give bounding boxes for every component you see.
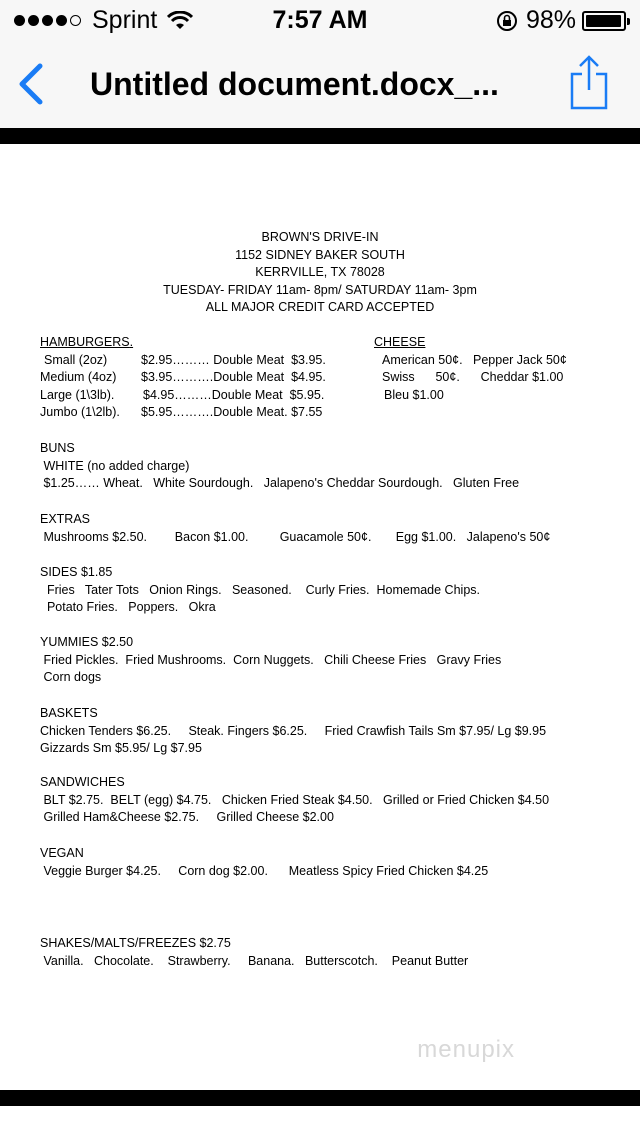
extras-section (40, 511, 610, 546)
document-page[interactable] (0, 144, 640, 1090)
hamburgers-section (40, 334, 600, 422)
vegan-section (40, 845, 610, 880)
yummies-section (40, 634, 610, 687)
section-heading: SHAKES/MALTS/FREEZES $2.75 (40, 936, 231, 950)
sides-section (40, 564, 610, 617)
menu-line: Veggie Burger $4.25. Corn dog $2.00. Meatless Spicy Fried Chicken $4.25 (40, 863, 489, 878)
menu-line: Mushrooms $2.50. Bacon $1.00. Guacamole 50¢. Egg $1.00. Jalapeno's 50¢ (40, 529, 551, 544)
navigation-bar (0, 40, 640, 128)
back-chevron-icon[interactable] (14, 62, 46, 106)
restaurant-name: BROWN'S DRIVE-IN (261, 230, 379, 244)
section-heading: VEGAN (40, 846, 84, 860)
document-top-border (0, 128, 640, 144)
rotation-lock-icon (496, 10, 518, 32)
menu-line: Fried Pickles. Fried Mushrooms. Corn Nuggets. Chili Cheese Fries Gravy Fries (40, 652, 502, 667)
menu-header (0, 229, 640, 317)
hamburger-row: Large (1\3lb). $4.95………Double Meat $5.95. Bleu $1.00 (40, 387, 444, 402)
section-heading: SIDES $1.85 (40, 565, 113, 579)
menu-line: Vanilla. Chocolate. Strawberry. Banana. Butterscotch. Peanut Butter (40, 953, 469, 968)
clock: 7:57 AM (272, 6, 368, 34)
sandwiches-section (40, 774, 610, 827)
share-icon[interactable] (568, 54, 610, 110)
menu-line: WHITE (no added charge) (40, 458, 190, 473)
battery-percent: 98% (525, 6, 576, 34)
section-heading: EXTRAS (40, 512, 91, 526)
menu-line: Potato Fries. Poppers. Okra (40, 600, 216, 615)
restaurant-city: KERRVILLE, TX 78028 (255, 265, 385, 279)
hamburger-row: Medium (4oz) $3.95……….Double Meat $4.95. Swiss 50¢. Cheddar $1.00 (40, 370, 564, 385)
status-bar (0, 0, 640, 40)
section-heading: BUNS (40, 441, 75, 455)
section-heading: BASKETS (40, 706, 98, 720)
hamburger-row: Jumbo (1\2lb). $5.95……….Double Meat. $7.55 (40, 405, 323, 420)
shakes-section (40, 935, 610, 970)
menu-line: Fries Tater Tots Onion Rings. Seasoned. Curly Fries. Homemade Chips. (40, 582, 480, 597)
status-right (496, 6, 626, 35)
battery-icon (582, 11, 626, 31)
carrier-name: Sprint (92, 6, 158, 34)
hamburgers-heading: HAMBURGERS. (40, 335, 134, 349)
menu-line: Gizzards Sm $5.95/ Lg $7.95 (40, 741, 202, 756)
menu-line: Grilled Ham&Cheese $2.75. Grilled Cheese $2.00 (40, 810, 334, 825)
cheese-heading: CHEESE (374, 335, 426, 349)
restaurant-hours: TUESDAY- FRIDAY 11am- 8pm/ SATURDAY 11am- 3pm (163, 282, 477, 297)
menu-line: BLT $2.75. BELT (egg) $4.75. Chicken Fried Steak $4.50. Grilled or Fried Chicken $4.50 (40, 792, 550, 807)
menu-line: Chicken Tenders $6.25. Steak. Fingers $6.25. Fried Crawfish Tails Sm $7.95/ Lg $9.95 (40, 723, 547, 738)
menu-line: $1.25…… Wheat. White Sourdough. Jalapeno's Cheddar Sourdough. Gluten Free (40, 476, 520, 491)
hamburger-row: Small (2oz) $2.95……… Double Meat $3.95. American 50¢. Pepper Jack 50¢ (44, 352, 567, 367)
document-bottom-border (0, 1090, 640, 1106)
restaurant-address: 1152 SIDNEY BAKER SOUTH (235, 247, 405, 262)
menu-line: Corn dogs (40, 670, 102, 685)
payment-note: ALL MAJOR CREDIT CARD ACCEPTED (205, 300, 435, 314)
section-heading: SANDWICHES (40, 775, 125, 789)
section-heading: YUMMIES $2.50 (40, 635, 134, 649)
menupix-watermark: menupix (417, 1036, 515, 1063)
document-title: Untitled document.docx_... (90, 66, 499, 102)
baskets-section (40, 705, 610, 758)
buns-section (40, 440, 610, 493)
